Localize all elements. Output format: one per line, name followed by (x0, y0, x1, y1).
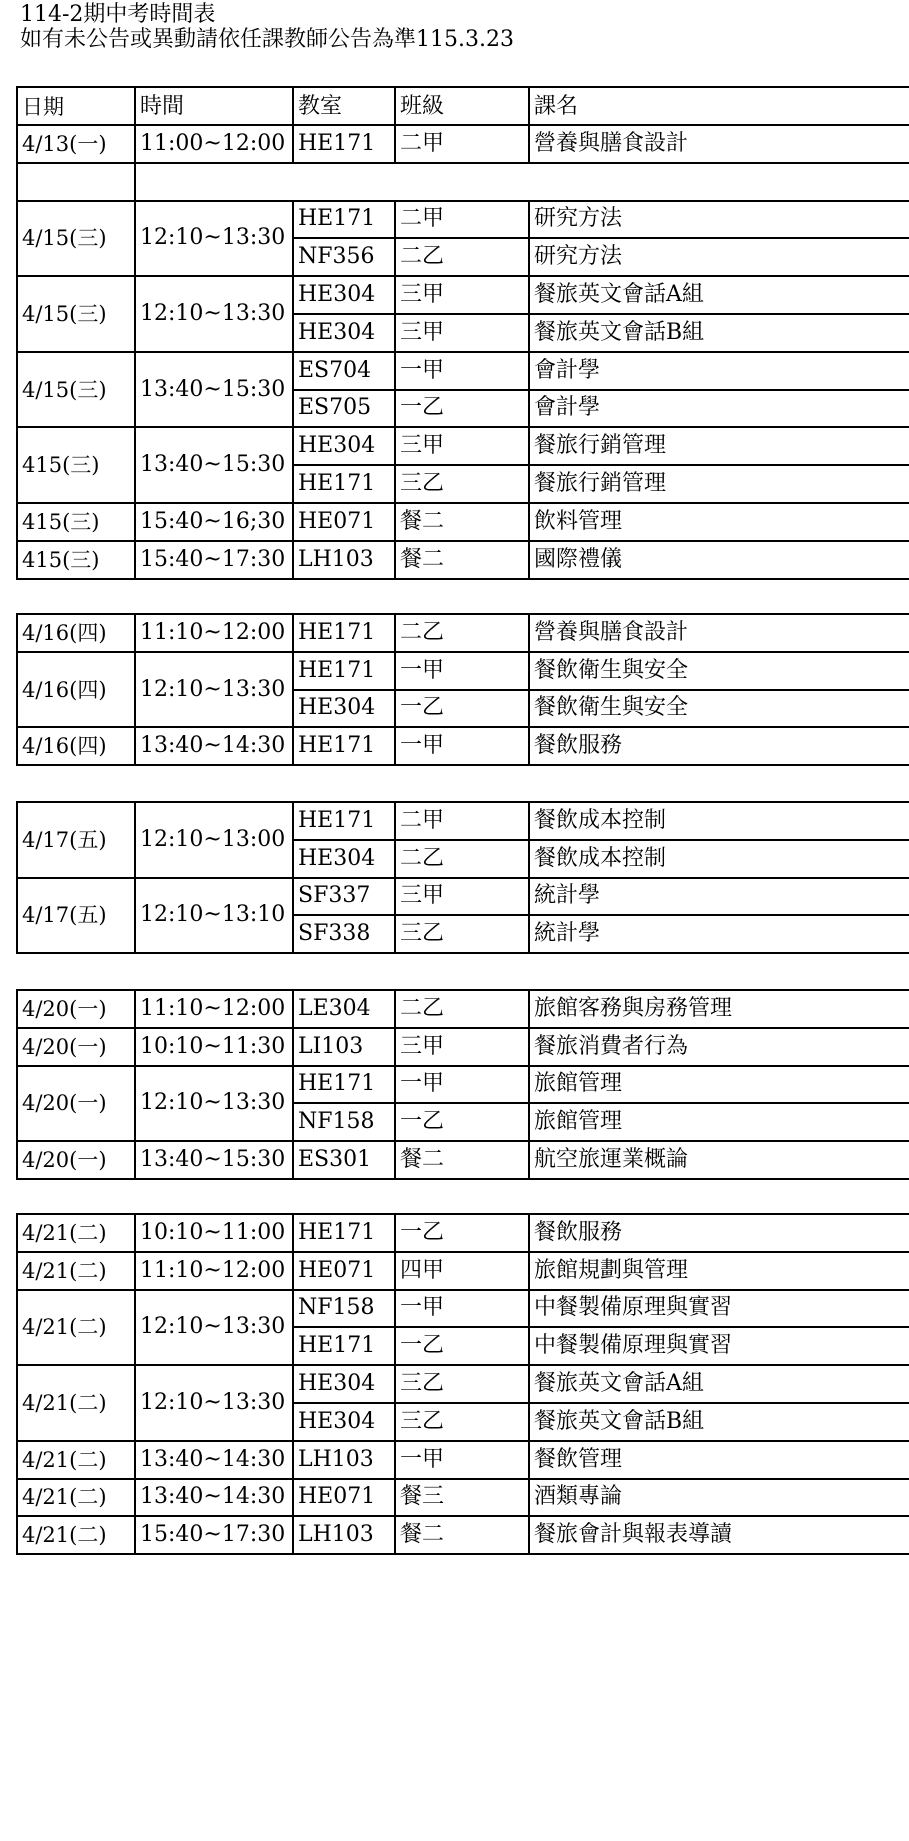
course-cell: 營養與膳食設計 (529, 614, 909, 652)
course-cell: 旅館管理 (529, 1066, 909, 1104)
course-cell: 餐飲衛生與安全 (529, 690, 909, 728)
course-cell: 餐飲管理 (529, 1441, 909, 1479)
course-cell: 餐旅會計與報表導讀 (529, 1516, 909, 1554)
exam-row (17, 1290, 909, 1328)
class-cell: 餐二 (395, 541, 529, 579)
class-cell: 一甲 (395, 1290, 529, 1328)
blank-date-cell (17, 163, 135, 201)
time-cell: 13:40~15:30 (135, 427, 293, 503)
header-class: 班級 (395, 87, 529, 125)
header-time: 時間 (135, 87, 293, 125)
date-cell: 4/15(三) (17, 276, 135, 352)
time-cell: 15:40~17:30 (135, 541, 293, 579)
room-cell: HE171 (293, 125, 395, 163)
date-cell: 4/20(一) (17, 990, 135, 1028)
room-cell: HE171 (293, 465, 395, 503)
course-cell: 餐飲衛生與安全 (529, 652, 909, 690)
course-cell: 餐旅英文會話A組 (529, 276, 909, 314)
time-cell: 11:00~12:00 (135, 125, 293, 163)
class-cell: 一乙 (395, 690, 529, 728)
exam-row (17, 125, 909, 163)
date-cell: 4/17(五) (17, 878, 135, 954)
class-cell: 一乙 (395, 390, 529, 428)
time-cell: 11:10~12:00 (135, 1252, 293, 1290)
course-cell: 會計學 (529, 390, 909, 428)
class-cell: 一乙 (395, 1214, 529, 1252)
exam-row (17, 652, 909, 690)
exam-row (17, 1516, 909, 1554)
class-cell: 餐二 (395, 1516, 529, 1554)
exam-row (17, 276, 909, 314)
room-cell: HE171 (293, 802, 395, 840)
class-cell: 三乙 (395, 465, 529, 503)
exam-row (17, 352, 909, 390)
time-cell: 11:10~12:00 (135, 990, 293, 1028)
schedule-table (16, 989, 909, 1180)
course-cell: 統計學 (529, 878, 909, 916)
time-cell: 10:10~11:30 (135, 1028, 293, 1066)
date-cell: 4/20(一) (17, 1141, 135, 1179)
room-cell: HE071 (293, 1479, 395, 1517)
room-cell: HE071 (293, 503, 395, 541)
course-cell: 餐飲成本控制 (529, 840, 909, 878)
room-cell: HE171 (293, 1327, 395, 1365)
room-cell: HE171 (293, 1214, 395, 1252)
room-cell: HE171 (293, 652, 395, 690)
course-cell: 飲料管理 (529, 503, 909, 541)
time-cell: 12:10~13:10 (135, 878, 293, 954)
notice-text: 如有未公告或異動請依任課教師公告為準115.3.23 (20, 27, 514, 52)
room-cell: LH103 (293, 1516, 395, 1554)
time-cell: 13:40~15:30 (135, 1141, 293, 1179)
time-cell: 15:40~17:30 (135, 1516, 293, 1554)
exam-row (17, 541, 909, 579)
exam-row (17, 201, 909, 239)
room-cell: HE304 (293, 690, 395, 728)
exam-row (17, 1365, 909, 1403)
exam-row (17, 1214, 909, 1252)
room-cell: HE171 (293, 201, 395, 239)
time-cell: 13:40~14:30 (135, 727, 293, 765)
room-cell: NF356 (293, 238, 395, 276)
time-cell: 12:10~13:30 (135, 1290, 293, 1366)
course-cell: 營養與膳食設計 (529, 125, 909, 163)
schedule-table (16, 613, 909, 766)
blank-cell (135, 163, 909, 201)
date-cell: 4/21(二) (17, 1516, 135, 1554)
room-cell: ES705 (293, 390, 395, 428)
room-cell: HE171 (293, 727, 395, 765)
room-cell: HE304 (293, 840, 395, 878)
time-cell: 10:10~11:00 (135, 1214, 293, 1252)
class-cell: 一甲 (395, 1066, 529, 1104)
course-cell: 國際禮儀 (529, 541, 909, 579)
class-cell: 二甲 (395, 201, 529, 239)
date-cell: 4/15(三) (17, 352, 135, 428)
course-cell: 餐旅行銷管理 (529, 465, 909, 503)
room-cell: SF337 (293, 878, 395, 916)
date-cell: 4/15(三) (17, 201, 135, 277)
class-cell: 一甲 (395, 352, 529, 390)
course-cell: 會計學 (529, 352, 909, 390)
class-cell: 一甲 (395, 652, 529, 690)
time-cell: 12:10~13:30 (135, 276, 293, 352)
class-cell: 一甲 (395, 1441, 529, 1479)
course-cell: 研究方法 (529, 201, 909, 239)
room-cell: SF338 (293, 915, 395, 953)
date-cell: 415(三) (17, 541, 135, 579)
room-cell: HE171 (293, 1066, 395, 1104)
date-cell: 4/20(一) (17, 1066, 135, 1142)
header-date: 日期 (17, 87, 135, 125)
class-cell: 餐二 (395, 503, 529, 541)
room-cell: HE304 (293, 1403, 395, 1441)
exam-row (17, 802, 909, 840)
date-cell: 4/16(四) (17, 652, 135, 728)
class-cell: 三乙 (395, 1365, 529, 1403)
exam-row (17, 1141, 909, 1179)
room-cell: LH103 (293, 541, 395, 579)
course-cell: 餐旅消費者行為 (529, 1028, 909, 1066)
date-cell: 4/16(四) (17, 727, 135, 765)
time-cell: 12:10~13:00 (135, 802, 293, 878)
date-cell: 4/21(二) (17, 1290, 135, 1366)
class-cell: 三乙 (395, 915, 529, 953)
exam-row (17, 1252, 909, 1290)
course-cell: 中餐製備原理與實習 (529, 1327, 909, 1365)
room-cell: HE304 (293, 1365, 395, 1403)
course-cell: 旅館管理 (529, 1103, 909, 1141)
room-cell: NF158 (293, 1103, 395, 1141)
course-cell: 餐旅英文會話A組 (529, 1365, 909, 1403)
room-cell: NF158 (293, 1290, 395, 1328)
page-title: 114-2期中考時間表 (20, 2, 216, 27)
room-cell: HE304 (293, 427, 395, 465)
date-cell: 415(三) (17, 503, 135, 541)
course-cell: 旅館規劃與管理 (529, 1252, 909, 1290)
course-cell: 旅館客務與房務管理 (529, 990, 909, 1028)
room-cell: LE304 (293, 990, 395, 1028)
time-cell: 13:40~15:30 (135, 352, 293, 428)
room-cell: HE304 (293, 276, 395, 314)
exam-row (17, 878, 909, 916)
class-cell: 三甲 (395, 314, 529, 352)
date-cell: 4/13(一) (17, 125, 135, 163)
date-cell: 4/17(五) (17, 802, 135, 878)
exam-row (17, 614, 909, 652)
header-room: 教室 (293, 87, 395, 125)
class-cell: 三甲 (395, 427, 529, 465)
time-cell: 12:10~13:30 (135, 1066, 293, 1142)
class-cell: 一乙 (395, 1103, 529, 1141)
time-cell: 12:10~13:30 (135, 201, 293, 277)
class-cell: 一甲 (395, 727, 529, 765)
exam-row (17, 427, 909, 465)
schedule-table (16, 1213, 909, 1555)
date-cell: 4/20(一) (17, 1028, 135, 1066)
course-cell: 航空旅運業概論 (529, 1141, 909, 1179)
class-cell: 三乙 (395, 1403, 529, 1441)
class-cell: 餐二 (395, 1141, 529, 1179)
course-cell: 酒類專論 (529, 1479, 909, 1517)
class-cell: 二甲 (395, 125, 529, 163)
class-cell: 三甲 (395, 1028, 529, 1066)
room-cell: HE071 (293, 1252, 395, 1290)
date-cell: 4/21(二) (17, 1252, 135, 1290)
course-cell: 餐旅英文會話B組 (529, 1403, 909, 1441)
time-cell: 12:10~13:30 (135, 652, 293, 728)
class-cell: 二甲 (395, 802, 529, 840)
time-cell: 12:10~13:30 (135, 1365, 293, 1441)
exam-row (17, 503, 909, 541)
room-cell: LI103 (293, 1028, 395, 1066)
time-cell: 13:40~14:30 (135, 1479, 293, 1517)
time-cell: 13:40~14:30 (135, 1441, 293, 1479)
course-cell: 統計學 (529, 915, 909, 953)
date-cell: 415(三) (17, 427, 135, 503)
exam-row (17, 1028, 909, 1066)
schedule-table (16, 801, 909, 954)
time-cell: 15:40~16;30 (135, 503, 293, 541)
date-cell: 4/21(二) (17, 1479, 135, 1517)
date-cell: 4/21(二) (17, 1214, 135, 1252)
date-cell: 4/16(四) (17, 614, 135, 652)
room-cell: LH103 (293, 1441, 395, 1479)
date-cell: 4/21(二) (17, 1365, 135, 1441)
blank-row (17, 163, 909, 201)
class-cell: 二乙 (395, 238, 529, 276)
room-cell: HE304 (293, 314, 395, 352)
course-cell: 餐飲服務 (529, 1214, 909, 1252)
class-cell: 二乙 (395, 840, 529, 878)
course-cell: 研究方法 (529, 238, 909, 276)
time-cell: 11:10~12:00 (135, 614, 293, 652)
exam-row (17, 1479, 909, 1517)
header-course: 課名 (529, 87, 909, 125)
course-cell: 餐飲成本控制 (529, 802, 909, 840)
exam-row (17, 1066, 909, 1104)
header-row (17, 87, 909, 125)
room-cell: ES301 (293, 1141, 395, 1179)
course-cell: 餐飲服務 (529, 727, 909, 765)
exam-row (17, 1441, 909, 1479)
class-cell: 一乙 (395, 1327, 529, 1365)
class-cell: 三甲 (395, 878, 529, 916)
date-cell: 4/21(二) (17, 1441, 135, 1479)
class-cell: 四甲 (395, 1252, 529, 1290)
class-cell: 二乙 (395, 614, 529, 652)
exam-row (17, 727, 909, 765)
course-cell: 中餐製備原理與實習 (529, 1290, 909, 1328)
course-cell: 餐旅行銷管理 (529, 427, 909, 465)
class-cell: 三甲 (395, 276, 529, 314)
room-cell: HE171 (293, 614, 395, 652)
class-cell: 餐三 (395, 1479, 529, 1517)
exam-row (17, 990, 909, 1028)
room-cell: ES704 (293, 352, 395, 390)
class-cell: 二乙 (395, 990, 529, 1028)
schedule-table (16, 86, 909, 580)
course-cell: 餐旅英文會話B組 (529, 314, 909, 352)
